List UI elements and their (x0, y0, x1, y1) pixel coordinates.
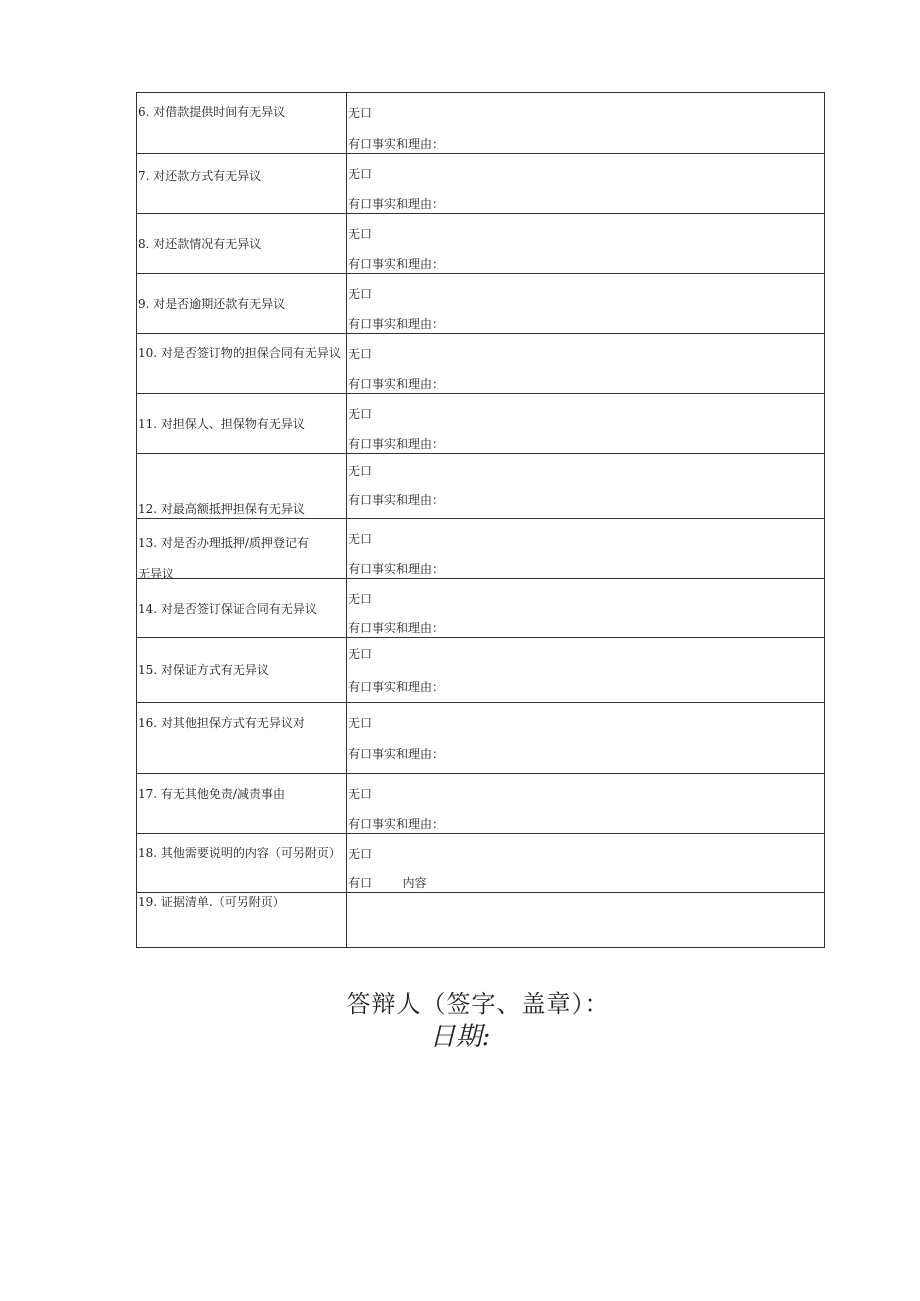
option-none-checkbox[interactable]: 无口 (348, 532, 373, 546)
answer-cell (347, 579, 825, 638)
option-reason-checkbox[interactable]: 有口事实和理由： (348, 621, 445, 635)
option-none-checkbox[interactable]: 无口 (348, 647, 373, 661)
question-label: 10. 对是否签订物的担保合同有无异议 (138, 346, 341, 360)
option-none-checkbox[interactable]: 无口 (348, 464, 373, 478)
question-cell (137, 893, 347, 948)
defense-form-table (136, 92, 825, 948)
question-label: 19. 证据清单.（可另附页） (138, 895, 285, 909)
question-label: 6. 对借款提供时间有无异议 (138, 105, 286, 119)
table-row (137, 334, 825, 394)
question-cell (137, 334, 347, 394)
question-cell (137, 454, 347, 519)
answer-cell (347, 834, 825, 893)
table-row (137, 154, 825, 214)
answer-cell (347, 774, 825, 834)
answer-cell (347, 454, 825, 519)
question-cell (137, 834, 347, 893)
option-none-checkbox[interactable]: 无口 (348, 407, 373, 421)
question-label: 8. 对还款情况有无异议 (138, 237, 262, 251)
option-none-checkbox[interactable]: 无口 (348, 592, 373, 606)
option-none-checkbox[interactable]: 无口 (348, 716, 373, 730)
table-row (137, 274, 825, 334)
question-label: 15. 对保证方式有无异议 (138, 663, 269, 677)
table-row (137, 703, 825, 774)
option-none-checkbox[interactable]: 无口 (348, 167, 373, 181)
question-label: 7. 对还款方式有无异议 (138, 169, 262, 183)
option-none-checkbox[interactable]: 无口 (348, 847, 373, 861)
question-label: 9. 对是否逾期还款有无异议 (138, 297, 286, 311)
answer-cell (347, 334, 825, 394)
question-cell (137, 703, 347, 774)
question-label: 13. 对是否办理抵押/质押登记有 无异议 (138, 536, 309, 581)
question-cell (137, 519, 347, 579)
option-reason-checkbox[interactable]: 有口事实和理由： (348, 377, 445, 391)
table-row (137, 638, 825, 703)
question-label: 12. 对最高额抵押担保有无异议 (138, 502, 305, 516)
evidence-list-cell[interactable] (347, 893, 825, 948)
option-reason-checkbox[interactable]: 有口事实和理由： (348, 437, 445, 451)
option-none-checkbox[interactable]: 无口 (348, 787, 373, 801)
question-cell (137, 774, 347, 834)
option-reason-checkbox[interactable]: 有口事实和理由： (348, 817, 445, 831)
table-row (137, 774, 825, 834)
answer-cell (347, 214, 825, 274)
table-row (137, 579, 825, 638)
table-row (137, 519, 825, 579)
signature-date-label: 日期: (429, 1022, 491, 1052)
option-reason-checkbox[interactable]: 有口事实和理由： (348, 562, 445, 576)
option-reason-checkbox[interactable]: 有口事实和理由： (348, 680, 445, 694)
question-cell (137, 579, 347, 638)
question-cell (137, 214, 347, 274)
table-row (137, 93, 825, 154)
option-reason-checkbox[interactable]: 有口事实和理由： (348, 197, 445, 211)
question-label: 17. 有无其他免责/减责事由 (138, 787, 285, 801)
option-none-checkbox[interactable]: 无口 (348, 347, 373, 361)
option-none-checkbox[interactable]: 无口 (348, 106, 373, 120)
question-cell (137, 394, 347, 454)
answer-cell (347, 519, 825, 579)
option-reason-checkbox[interactable]: 有口事实和理由： (348, 137, 445, 151)
question-label: 14. 对是否签订保证合同有无异议 (138, 602, 317, 616)
table-row (137, 834, 825, 893)
option-reason-checkbox[interactable]: 有口事实和理由： (348, 257, 445, 271)
option-reason-checkbox[interactable]: 有口事实和理由： (348, 493, 445, 507)
table-row (137, 394, 825, 454)
question-label: 16. 对其他担保方式有无异议对 (138, 716, 305, 730)
table-row (137, 214, 825, 274)
option-reason-checkbox[interactable]: 有口事实和理由： (348, 747, 445, 761)
answer-cell (347, 274, 825, 334)
option-reason-checkbox[interactable]: 有口 内容 (348, 876, 427, 890)
table-row (137, 893, 825, 948)
question-cell (137, 93, 347, 154)
question-label: 18. 其他需要说明的内容（可另附页） (138, 846, 341, 860)
answer-cell (347, 703, 825, 774)
question-label: 11. 对担保人、担保物有无异议 (138, 417, 305, 431)
table-row (137, 454, 825, 519)
question-cell (137, 638, 347, 703)
option-none-checkbox[interactable]: 无口 (348, 227, 373, 241)
answer-cell (347, 93, 825, 154)
respondent-signature-label: 答辩人（签字、盖章）： (346, 990, 610, 1018)
question-cell (137, 154, 347, 214)
question-cell (137, 274, 347, 334)
answer-cell (347, 394, 825, 454)
option-reason-checkbox[interactable]: 有口事实和理由： (348, 317, 445, 331)
answer-cell (347, 638, 825, 703)
option-none-checkbox[interactable]: 无口 (348, 287, 373, 301)
answer-cell (347, 154, 825, 214)
